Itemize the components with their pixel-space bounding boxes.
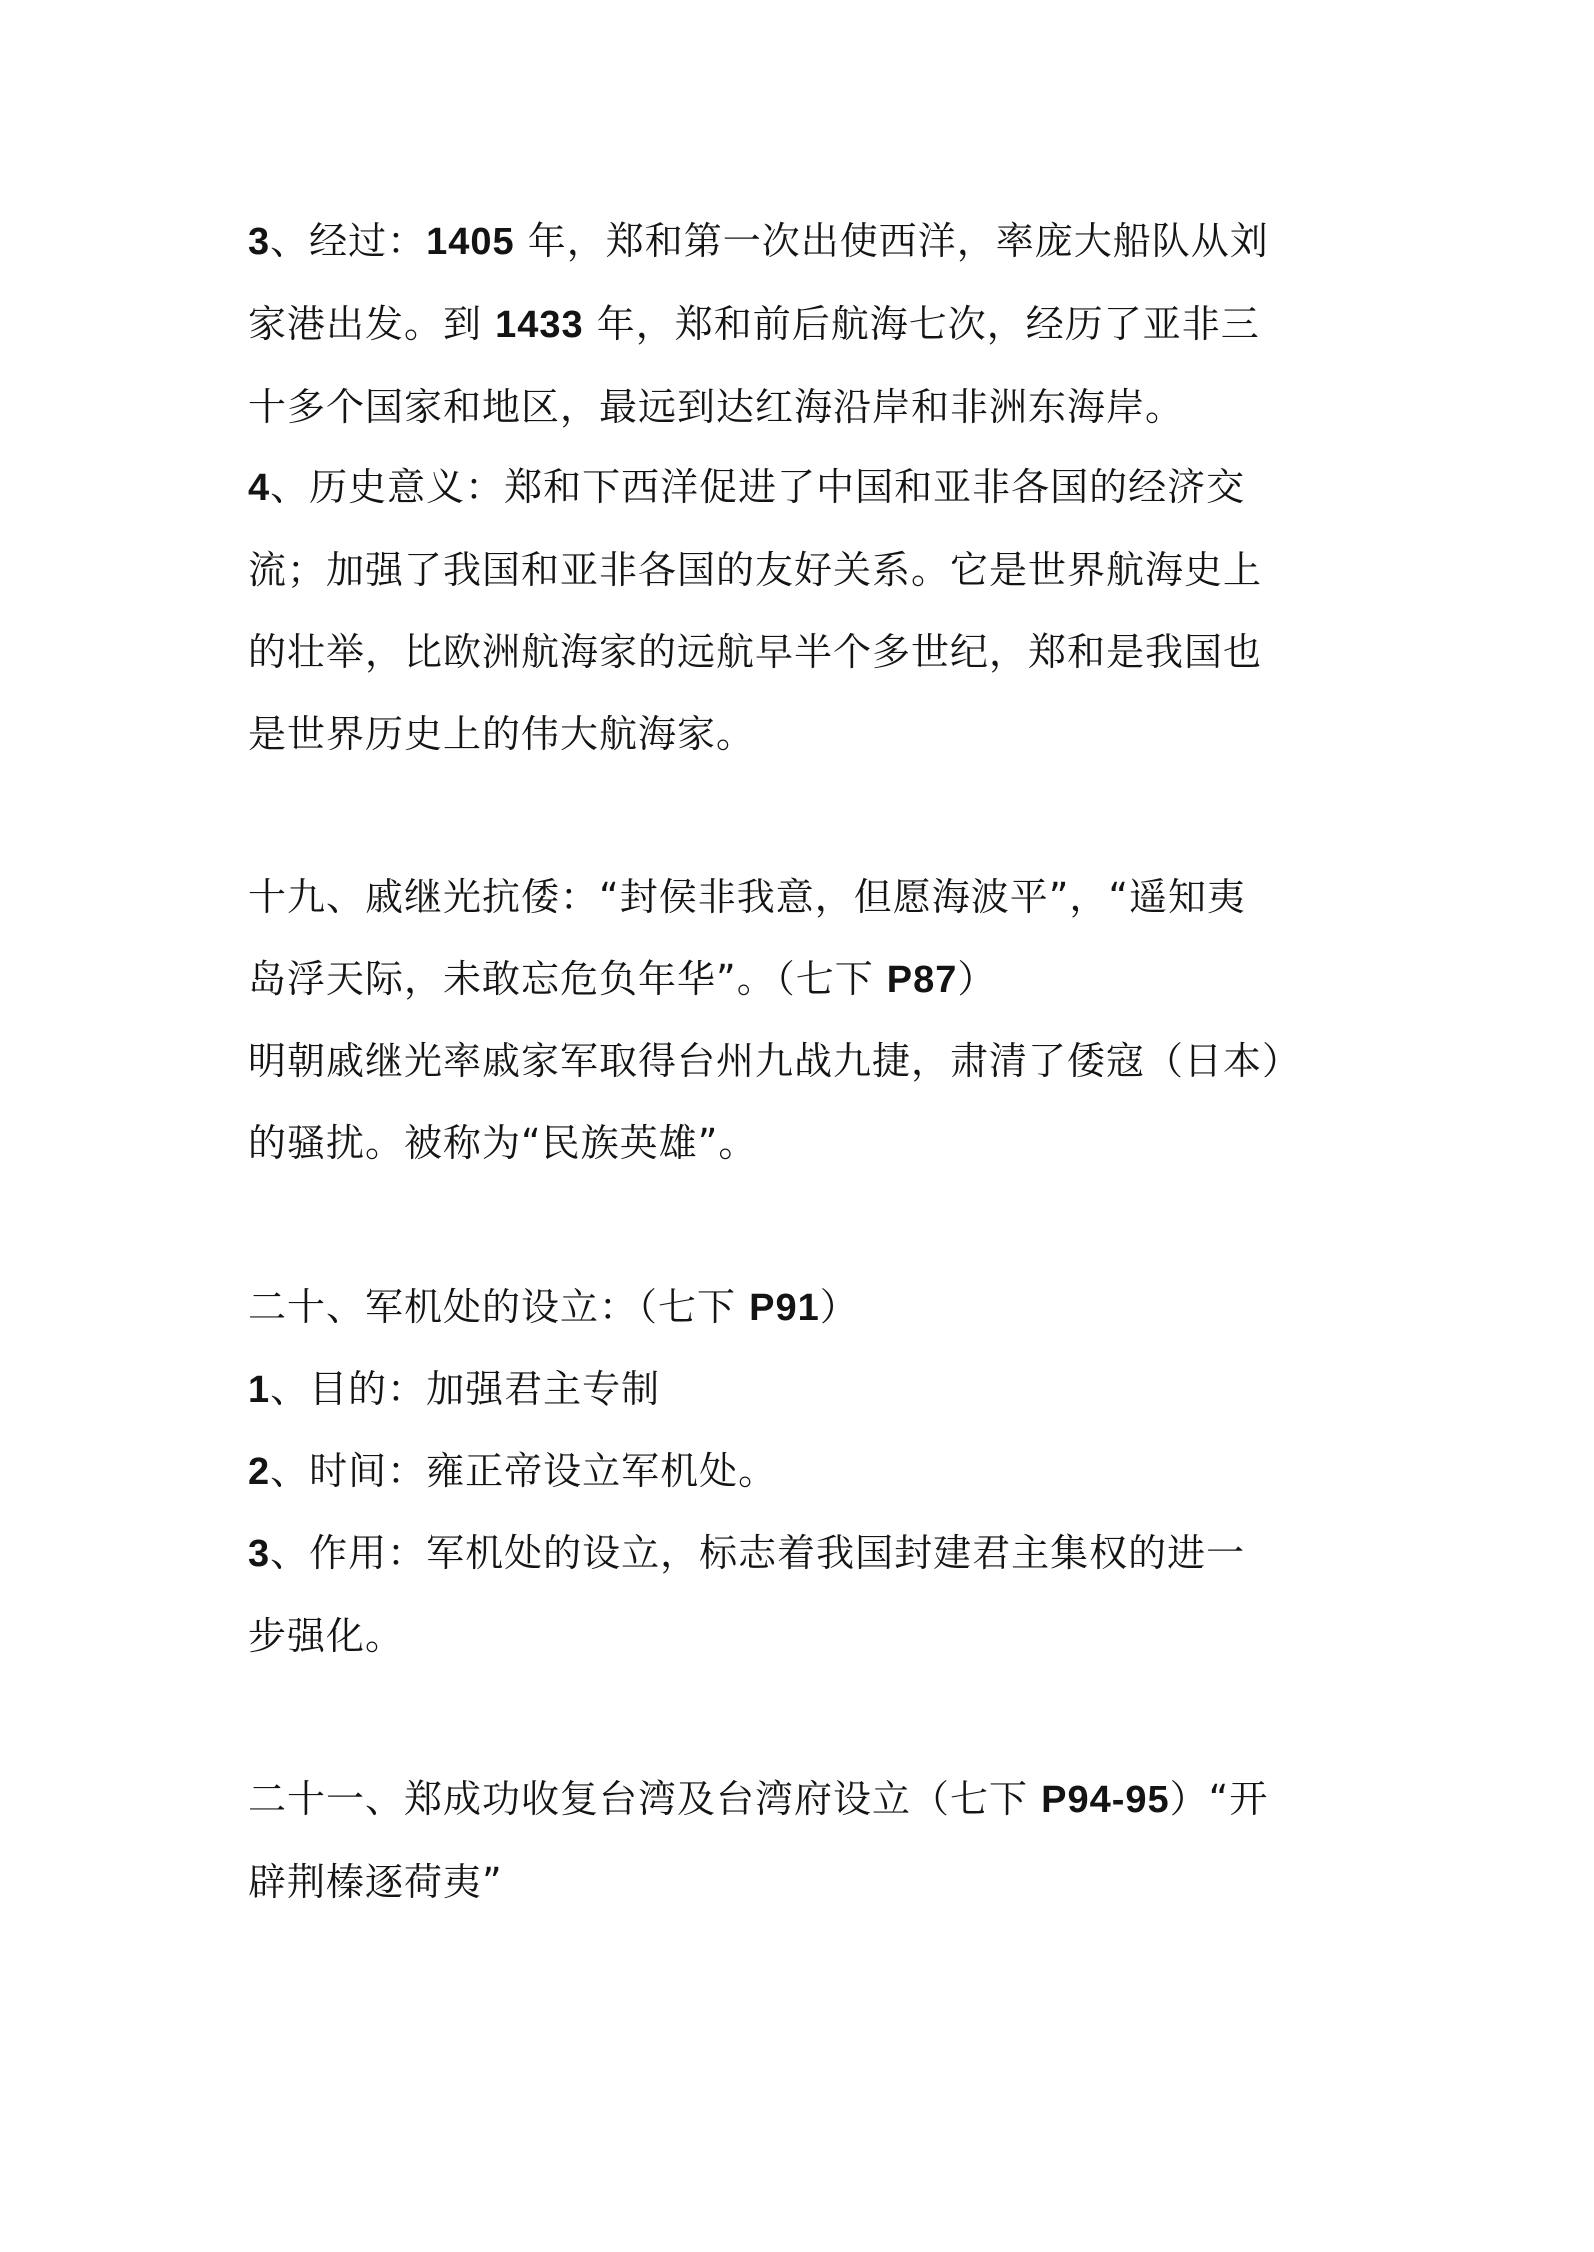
text-segment: 年，郑和前后航海七次，经历了亚非三 xyxy=(583,302,1260,346)
text-segment: ） xyxy=(819,1285,859,1329)
text-segment: 、目的：加强君主专制 xyxy=(270,1367,661,1411)
number-text: 3 xyxy=(248,1533,271,1575)
text-segment: 是世界历史上的伟大航海家。 xyxy=(248,712,756,756)
item-junjichu-effect xyxy=(248,1512,1368,1677)
text-segment: 明朝戚继光率戚家军取得台州九战九捷，肃清了倭寇（日本） xyxy=(248,1039,1302,1083)
text-segment: 家港出发。到 xyxy=(248,302,496,346)
text-line xyxy=(248,200,1368,283)
text-line xyxy=(248,1758,1368,1841)
text-line xyxy=(248,1020,1368,1102)
text-line xyxy=(248,1430,1368,1513)
heading-qijiguang xyxy=(248,856,1368,1021)
text-line xyxy=(248,283,1368,366)
text-segment: 、时间：雍正帝设立军机处。 xyxy=(270,1449,778,1493)
text-segment: 、历史意义：郑和下西洋促进了中国和亚非各国的经济交 xyxy=(270,465,1246,509)
number-text: P94-95 xyxy=(1041,1779,1170,1821)
text-line xyxy=(248,1512,1368,1595)
text-segment: 二十、军机处的设立：（七下 xyxy=(248,1285,750,1329)
text-segment: 的骚扰。被称为“民族英雄”。 xyxy=(248,1121,758,1165)
text-line xyxy=(248,1348,1368,1431)
text-line xyxy=(248,366,1368,448)
number-text: P91 xyxy=(749,1287,820,1329)
heading-junjichu xyxy=(248,1266,1368,1349)
text-line xyxy=(248,693,1368,775)
text-line xyxy=(248,611,1368,693)
text-segment: 岛浮天际，未敢忘危负年华”。（七下 xyxy=(248,957,887,1001)
text-line xyxy=(248,1595,1368,1677)
number-text: 4 xyxy=(248,467,271,509)
text-segment: 、作用：军机处的设立，标志着我国封建君主集权的进一 xyxy=(270,1531,1246,1575)
item-junjichu-time xyxy=(248,1430,1368,1513)
text-segment: ）“开 xyxy=(1169,1777,1269,1821)
text-segment: 辟荆榛逐荷夷” xyxy=(248,1860,503,1904)
number-text: 1405 xyxy=(426,221,515,263)
item-junjichu-purpose xyxy=(248,1348,1368,1431)
text-line xyxy=(248,1102,1368,1184)
text-line xyxy=(248,1841,1368,1923)
text-line xyxy=(248,529,1368,611)
number-text: P87 xyxy=(886,959,958,1001)
number-text: 1433 xyxy=(495,304,584,346)
text-line xyxy=(248,856,1368,938)
text-segment: 步强化。 xyxy=(248,1614,405,1658)
text-line xyxy=(248,446,1368,529)
number-text: 1 xyxy=(248,1369,271,1411)
text-line xyxy=(248,938,1368,1021)
passage-zhenghe-process xyxy=(248,200,1368,448)
text-segment: 、经过： xyxy=(270,219,427,263)
text-segment: 的壮举，比欧洲航海家的远航早半个多世纪，郑和是我国也 xyxy=(248,630,1263,674)
text-segment: ） xyxy=(957,957,997,1001)
number-text: 3 xyxy=(248,221,271,263)
text-segment: 二十一、郑成功收复台湾及台湾府设立（七下 xyxy=(248,1777,1042,1821)
text-segment: 十九、戚继光抗倭：“封侯非我意，但愿海波平”，“遥知夷 xyxy=(248,875,1247,919)
number-text: 2 xyxy=(248,1451,271,1493)
heading-zhengchenggong xyxy=(248,1758,1368,1923)
passage-zhenghe-significance xyxy=(248,446,1368,775)
text-segment: 流；加强了我国和亚非各国的友好关系。它是世界航海史上 xyxy=(248,548,1263,592)
text-segment: 年，郑和第一次出使西洋，率庞大船队从刘 xyxy=(514,219,1269,263)
text-segment: 十多个国家和地区，最远到达红海沿岸和非洲东海岸。 xyxy=(248,385,1185,429)
passage-qijiguang xyxy=(248,1020,1368,1184)
text-line xyxy=(248,1266,1368,1349)
